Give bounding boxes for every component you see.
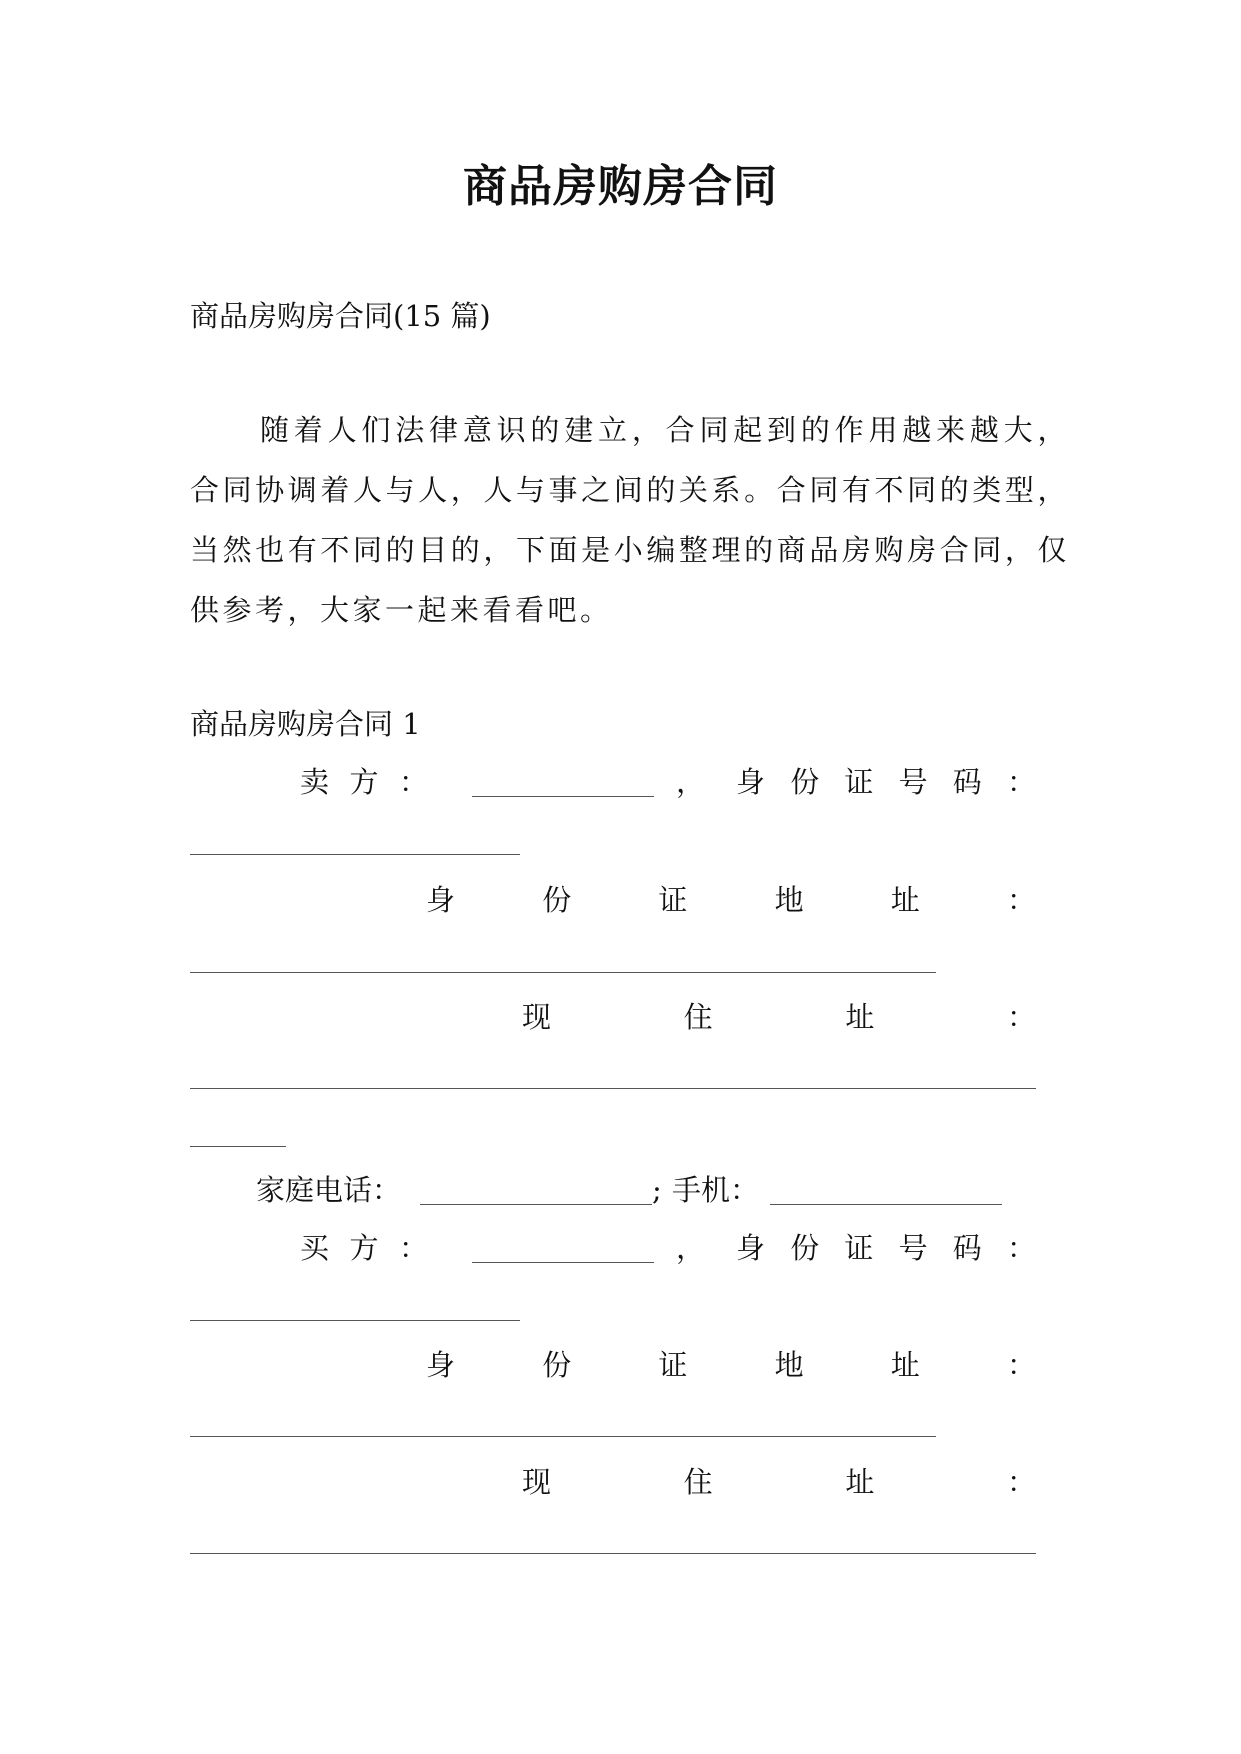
buyer-id-address-char: 地 (774, 1348, 804, 1382)
buyer-id-address-char: 证 (658, 1348, 688, 1382)
buyer-id-number-blank[interactable] (190, 1320, 520, 1321)
buyer-id-address-blank[interactable] (190, 1436, 936, 1437)
buyer-current-address-char: 址 (845, 1465, 875, 1499)
buyer-id-label-char: 号 (898, 1231, 928, 1265)
buyer-current-address-blank[interactable] (190, 1553, 1036, 1554)
seller-id-label-char: 证 (844, 765, 874, 799)
buyer-label (300, 1228, 428, 1268)
seller-id-label-char: 份 (790, 765, 820, 799)
buyer-name-blank[interactable] (472, 1262, 654, 1263)
buyer-current-address-char: 现 (522, 1465, 552, 1499)
buyer-id-address-char: 身 (426, 1348, 456, 1382)
seller-comma: ， (676, 765, 706, 799)
buyer-id-label-char: 码 (952, 1231, 982, 1265)
seller-id-address-label (426, 880, 1036, 920)
seller-id-label-char: ： (1006, 765, 1036, 799)
buyer-id-address-label (426, 1345, 1036, 1385)
seller-current-address-char: 址 (845, 1000, 875, 1034)
buyer-id-address-char: ： (1006, 1348, 1036, 1382)
document-subtitle: 商品房购房合同(15 篇) (190, 299, 491, 333)
buyer-id-label-char: 身 (736, 1231, 766, 1265)
buyer-id-label-char: ： (1006, 1231, 1036, 1265)
intro-paragraph: 随着人们法律意识的建立，合同起到的作用越来越大，合同协调着人与人，人与事之间的关系。合同有不同的类型，当然也有不同的目的，下面是小编整理的商品房购房合同，仅供参考，大家一起来看看吧。 (190, 413, 1070, 627)
seller-id-address-char: 证 (658, 883, 688, 917)
seller-label-char: ： (398, 765, 428, 799)
mobile-label: 手机： (672, 1173, 760, 1207)
seller-current-address-char: 住 (683, 1000, 713, 1034)
buyer-current-address-char: ： (1006, 1465, 1036, 1499)
buyer-label-char: 买 (300, 1231, 330, 1265)
seller-name-blank[interactable] (472, 796, 654, 797)
buyer-comma: ， (676, 1231, 706, 1265)
seller-label-char: 卖 (300, 765, 330, 799)
seller-id-label-char: 号 (898, 765, 928, 799)
buyer-label-char: ： (398, 1231, 428, 1265)
mobile-blank[interactable] (770, 1204, 1002, 1205)
seller-current-address-blank[interactable] (190, 1088, 1036, 1089)
seller-id-address-char: 地 (774, 883, 804, 917)
seller-id-label-char: 身 (736, 765, 766, 799)
document-title: 商品房购房合同 (463, 161, 778, 212)
seller-current-address-char: ： (1006, 1000, 1036, 1034)
seller-id-label-char: 码 (952, 765, 982, 799)
seller-current-address-label (522, 997, 1036, 1037)
seller-id-address-char: 身 (426, 883, 456, 917)
buyer-id-label-char: 证 (844, 1231, 874, 1265)
seller-label-char: 方 (349, 765, 379, 799)
seller-id-number-blank[interactable] (190, 854, 520, 855)
home-phone-blank[interactable] (420, 1204, 652, 1205)
section-heading: 商品房购房合同 1 (190, 707, 421, 741)
seller-id-address-blank[interactable] (190, 972, 936, 973)
buyer-current-address-char: 住 (683, 1465, 713, 1499)
buyer-id-address-char: 份 (542, 1348, 572, 1382)
seller-id-address-char: 址 (890, 883, 920, 917)
buyer-id-address-char: 址 (890, 1348, 920, 1382)
seller-current-address-blank-cont[interactable] (190, 1146, 286, 1147)
buyer-id-label-char: 份 (790, 1231, 820, 1265)
buyer-current-address-label (522, 1462, 1036, 1502)
phone-separator: ; (652, 1173, 662, 1207)
seller-label (300, 762, 428, 802)
seller-id-address-char: 份 (542, 883, 572, 917)
buyer-id-label (736, 1228, 1036, 1268)
seller-id-address-char: ： (1006, 883, 1036, 917)
home-phone-label: 家庭电话： (256, 1173, 402, 1207)
seller-id-label (736, 762, 1036, 802)
buyer-label-char: 方 (349, 1231, 379, 1265)
seller-current-address-char: 现 (522, 1000, 552, 1034)
